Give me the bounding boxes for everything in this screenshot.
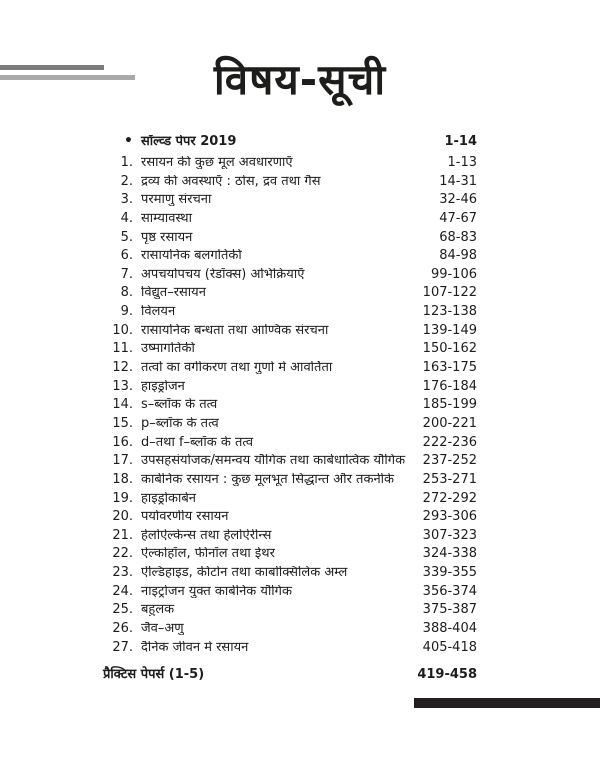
toc-header-label: सॉल्व्ड पेपर 2019 bbox=[141, 135, 237, 148]
toc-row-pages: 139-149 bbox=[422, 322, 477, 338]
toc-row bbox=[103, 603, 477, 622]
toc-row-title: अपचयोपचय (रेडॉक्स) अभिक्रियाएँ bbox=[141, 267, 305, 281]
toc-row bbox=[103, 361, 477, 380]
toc-row-title: विलयन bbox=[141, 305, 176, 319]
toc-row-title: हेलोऐल्केन्स तथा हेलोऐरीन्स bbox=[141, 528, 272, 542]
toc-row bbox=[103, 454, 477, 473]
toc-row bbox=[103, 417, 477, 436]
toc-row-number: 1. bbox=[120, 155, 133, 170]
toc-row-number: 17. bbox=[112, 453, 133, 469]
toc-row-pages: 375-387 bbox=[422, 602, 477, 618]
toc-row-title: रसायन की कुछ मूल अवधारणाएँ bbox=[141, 156, 293, 169]
toc-row-pages: 176-184 bbox=[422, 378, 477, 394]
toc-row-title: उपसहसंयोजक/समन्वय यौगिक तथा कार्बधात्विक यौगिक bbox=[141, 454, 406, 468]
toc-row-title: उष्मागतिकी bbox=[141, 342, 195, 356]
toc-row-title: रासायनिक बन्धता तथा आण्विक संरचना bbox=[141, 323, 329, 337]
toc-row-title: हाइड्रोजन bbox=[141, 379, 185, 393]
toc-row-pages: 107-122 bbox=[422, 285, 477, 301]
toc-row-pages: 32-46 bbox=[439, 192, 477, 208]
toc-row-title: परमाणु संरचना bbox=[141, 193, 212, 207]
toc-row-pages: 68-83 bbox=[439, 229, 477, 245]
toc-row-title: s–ब्लॉक के तत्व bbox=[141, 398, 218, 412]
toc-row-number: 25. bbox=[112, 602, 133, 618]
toc-row-title: तत्वों का वर्गीकरण तथा गुणों में आवर्तिता bbox=[141, 361, 333, 375]
toc-row-number: 26. bbox=[112, 621, 133, 637]
toc-row bbox=[103, 286, 477, 305]
toc-row-pages: 200-221 bbox=[422, 415, 477, 431]
toc-row bbox=[103, 547, 477, 566]
toc-row-number: 8. bbox=[120, 285, 133, 301]
toc-row bbox=[103, 398, 477, 417]
toc-row bbox=[103, 436, 477, 455]
toc-row-title: विद्युत–रसायन bbox=[141, 286, 206, 300]
toc-row-title: जैव–अणु bbox=[141, 622, 184, 636]
toc-row-number: 2. bbox=[120, 173, 133, 189]
toc-row-pages: 150-162 bbox=[422, 341, 477, 357]
toc-row-pages: 237-252 bbox=[422, 453, 477, 469]
toc-row bbox=[103, 510, 477, 529]
toc-row-title: कार्बनिक रसायन : कुछ मूलभूत सिद्धान्त और तकनीकें bbox=[141, 472, 395, 486]
toc-row-pages: 99-106 bbox=[430, 266, 477, 282]
toc-row-number: 14. bbox=[112, 397, 133, 413]
toc-row-title: p–ब्लॉक के तत्व bbox=[141, 416, 219, 430]
toc-row-pages: 307-323 bbox=[422, 527, 477, 543]
toc-row bbox=[103, 342, 477, 361]
toc-row bbox=[103, 473, 477, 492]
toc-row-title: दैनिक जीवन में रसायन bbox=[141, 640, 249, 654]
toc-row-number: 27. bbox=[112, 639, 133, 655]
toc-row-pages: 293-306 bbox=[422, 509, 477, 525]
toc-row-title: बहुलक bbox=[141, 603, 175, 617]
toc-row-title: ऐल्डिहाइड, कीटोन तथा कार्बोक्सिलिक अम्ल bbox=[141, 566, 348, 580]
toc-row-number: 4. bbox=[120, 210, 133, 226]
toc-row-title: रासायनिक बलगतिकी bbox=[141, 249, 242, 263]
toc-row-number: 13. bbox=[112, 378, 133, 394]
page-title: विषय-सूची bbox=[213, 55, 387, 104]
toc-row bbox=[103, 566, 477, 585]
toc-rows bbox=[103, 156, 477, 659]
toc-row bbox=[103, 212, 477, 231]
toc-row bbox=[103, 193, 477, 212]
toc-row-number: 9. bbox=[120, 304, 133, 320]
toc-row-pages: 405-418 bbox=[422, 639, 477, 655]
toc-row-number: 12. bbox=[112, 360, 133, 376]
toc-row-title: ऐल्कोहॉल, फीनॉल तथा ईथर bbox=[141, 547, 275, 561]
toc-row bbox=[103, 324, 477, 343]
toc-row-number: 10. bbox=[112, 322, 133, 338]
toc-row-title: हाइड्रोकार्बन bbox=[141, 491, 196, 505]
toc-header-pages: 1-14 bbox=[444, 134, 477, 149]
toc-row bbox=[103, 305, 477, 324]
decor-black-bar bbox=[414, 698, 600, 708]
toc-row-number: 6. bbox=[120, 248, 133, 264]
toc-row bbox=[103, 492, 477, 511]
toc-row bbox=[103, 156, 477, 175]
toc-row-pages: 339-355 bbox=[422, 565, 477, 581]
toc-row-number: 11. bbox=[112, 341, 133, 357]
toc-footer-pages: 419-458 bbox=[417, 667, 477, 683]
toc-row-number: 7. bbox=[120, 266, 133, 282]
toc-row-number: 19. bbox=[112, 490, 133, 506]
toc-row-pages: 253-271 bbox=[422, 471, 477, 487]
toc-row-number: 23. bbox=[112, 565, 133, 581]
toc-row-pages: 1-13 bbox=[447, 155, 477, 170]
toc-row bbox=[103, 641, 477, 660]
toc-footer-row bbox=[103, 668, 477, 688]
toc-row-number: 20. bbox=[112, 509, 133, 525]
toc-row-number: 3. bbox=[120, 192, 133, 208]
toc-row bbox=[103, 231, 477, 250]
toc-row bbox=[103, 380, 477, 399]
toc-row-number: 24. bbox=[112, 583, 133, 599]
toc-row-pages: 324-338 bbox=[422, 546, 477, 562]
table-of-contents bbox=[103, 134, 477, 688]
toc-row bbox=[103, 529, 477, 548]
toc-row-pages: 14-31 bbox=[439, 173, 477, 189]
toc-row-title: नाइट्रोजन युक्त कार्बनिक यौगिक bbox=[141, 584, 292, 598]
toc-row bbox=[103, 622, 477, 641]
toc-row bbox=[103, 268, 477, 287]
toc-row-pages: 272-292 bbox=[422, 490, 477, 506]
toc-row-pages: 123-138 bbox=[422, 304, 477, 320]
toc-row-title: d–तथा f–ब्लॉक के तत्व bbox=[141, 435, 254, 449]
toc-header-row bbox=[103, 134, 477, 156]
toc-row-title: साम्यावस्था bbox=[141, 211, 192, 225]
toc-footer-label: प्रैक्टिस पेपर्स (1-5) bbox=[103, 667, 205, 683]
toc-row-number: 18. bbox=[112, 471, 133, 487]
toc-row-number: 5. bbox=[120, 229, 133, 245]
toc-row bbox=[103, 585, 477, 604]
toc-row-title: पृष्ठ रसायन bbox=[141, 230, 193, 244]
toc-row bbox=[103, 249, 477, 268]
toc-row-title: द्रव्य की अवस्थाएँ : ठोस, द्रव तथा गैस bbox=[141, 174, 321, 188]
bullet-icon: • bbox=[124, 133, 133, 149]
toc-row-pages: 163-175 bbox=[422, 360, 477, 376]
toc-row-number: 21. bbox=[112, 527, 133, 543]
toc-row-number: 22. bbox=[112, 546, 133, 562]
toc-row-title: पर्यावरणीय रसायन bbox=[141, 510, 229, 524]
toc-row-number: 15. bbox=[112, 415, 133, 431]
toc-row bbox=[103, 175, 477, 194]
toc-row-pages: 185-199 bbox=[422, 397, 477, 413]
toc-row-number: 16. bbox=[112, 434, 133, 450]
toc-row-pages: 222-236 bbox=[422, 434, 477, 450]
toc-row-pages: 47-67 bbox=[439, 210, 477, 226]
toc-row-pages: 84-98 bbox=[439, 248, 477, 264]
toc-row-pages: 388-404 bbox=[422, 621, 477, 637]
toc-row-pages: 356-374 bbox=[422, 583, 477, 599]
